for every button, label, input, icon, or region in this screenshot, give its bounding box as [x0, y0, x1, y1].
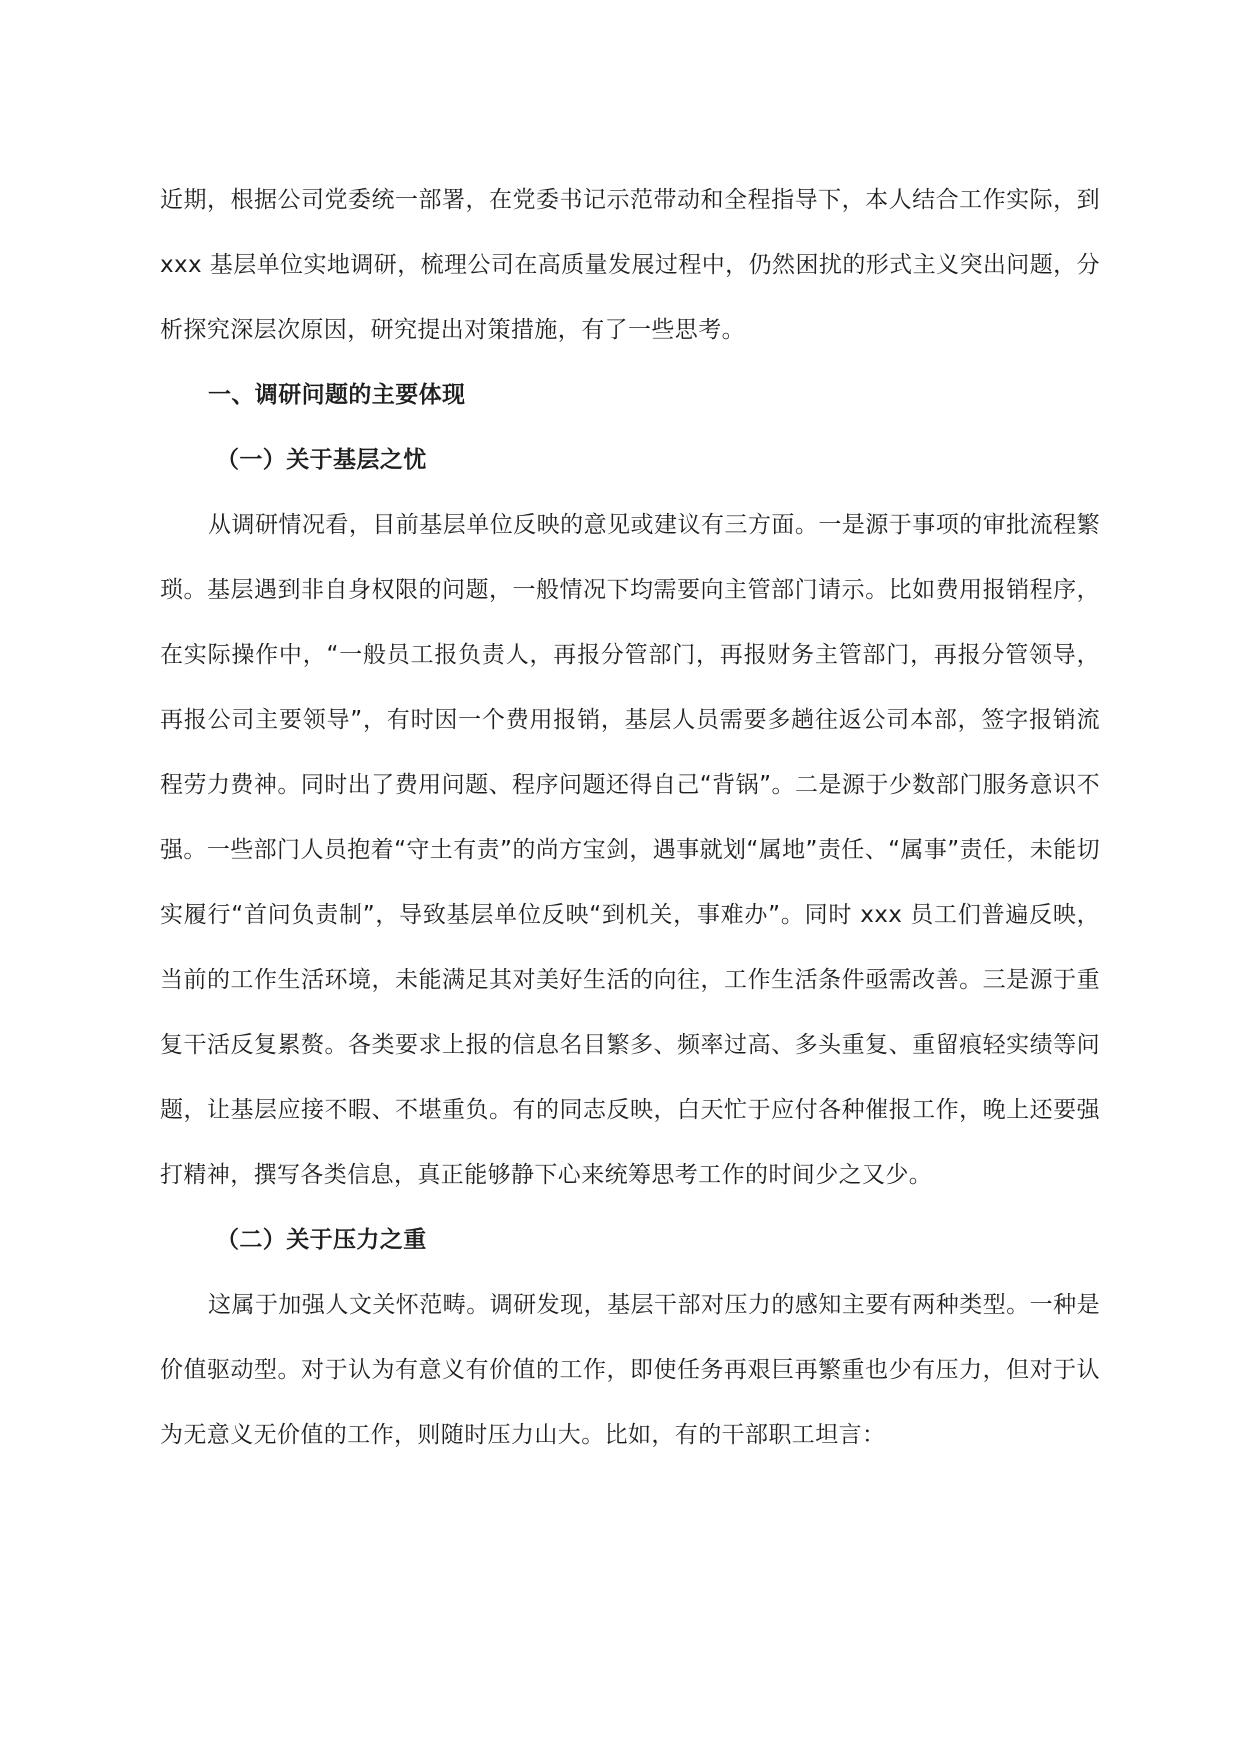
section-heading: 一、调研问题的主要体现 [208, 382, 466, 408]
subsection-heading-2: （二）关于压力之重 [216, 1227, 427, 1253]
intro-paragraph: 近期，根据公司党委统一部署，在党委书记示范带动和全程指导下，本人结合工作实际，到 xxx 基层单位实地调研，梳理公司在高质量发展过程中，仍然困扰的形式主义突出问题，分析探究深层次原因，研究提出对策措施，有了一些思考。 [160, 187, 1100, 343]
subsection-1-paragraph: 从调研情况看，目前基层单位反映的意见或建议有三方面。一是源于事项的审批流程繁琐。基层遇到非自身权限的问题，一般情况下均需要向主管部门请示。比如费用报销程序，在实际操作中，“一般员工报负责人，再报分管部门，再报财务主管部门，再报分管领导，再报公司主要领导”，有时因一个费用报销，基层人员需要多趟往返公司本部，签字报销流程劳力费神。同时出了费用问题、程序问题还得自己“背锅”。二是源于少数部门服务意识不强。一些部门人员抱着“守土有责”的尚方宝剑，遇事就划“属地”责任、“属事”责任，未能切实履行“首问负责制”，导致基层单位反映“到机关，事难办”。同时 xxx 员工们普遍反映，当前的工作生活环境，未能满足其对美好生活的向往，工作生活条件亟需改善。三是源于重复干活反复累赘。各类要求上报的信息名目繁多、频率过高、多头重复、重留痕轻实绩等问题，让基层应接不暇、不堪重负。有的同志反映，白天忙于应付各种催报工作，晚上还要强打精神，撰写各类信息，真正能够静下心来统筹思考工作的时间少之又少。 [160, 512, 1100, 1188]
subsection-2-paragraph: 这属于加强人文关怀范畴。调研发现，基层干部对压力的感知主要有两种类型。一种是价值驱动型。对于认为有意义有价值的工作，即使任务再艰巨再繁重也少有压力，但对于认为无意义无价值的工作，则随时压力山大。比如，有的干部职工坦言： [160, 1292, 1100, 1448]
document-body [160, 168, 1100, 1468]
subsection-heading-1: （一）关于基层之忧 [216, 447, 427, 473]
